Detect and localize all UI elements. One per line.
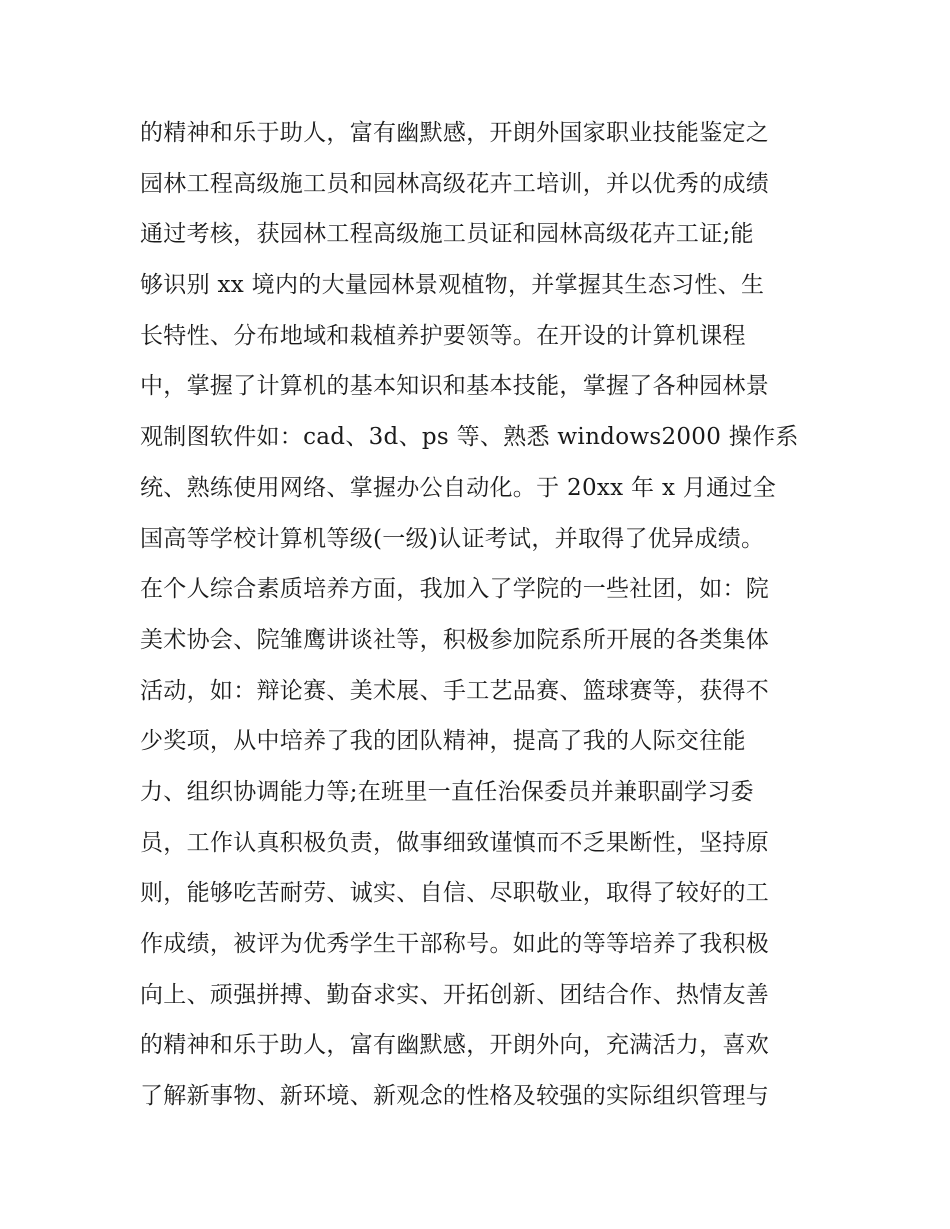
text-line-13: 少奖项，从中培养了我的团队精神，提高了我的人际交往能 bbox=[140, 728, 746, 755]
text-line-12: 活动，如：辩论赛、美术展、手工艺品赛、篮球赛等，获得不 bbox=[140, 677, 770, 704]
text-line-5: 长特性、分布地域和栽植养护要领等。在开设的计算机课程 bbox=[140, 322, 746, 349]
text-line-18: 向上、顽强拼搏、勤奋求实、开拓创新、团结合作、热情友善 bbox=[140, 981, 770, 1008]
text-line-8: 统、熟练使用网络、掌握办公自动化。于 20xx 年 x 月通过全 bbox=[140, 474, 777, 501]
text-line-7: 观制图软件如：cad、3d、ps 等、熟悉 windows2000 操作系 bbox=[140, 424, 799, 451]
text-line-11: 美术协会、院雏鹰讲谈社等，积极参加院系所开展的各类集体 bbox=[140, 626, 770, 653]
text-line-20: 了解新事物、新环境、新观念的性格及较强的实际组织管理与 bbox=[140, 1083, 770, 1110]
text-line-17: 作成绩，被评为优秀学生干部称号。如此的等等培养了我积极 bbox=[140, 931, 770, 957]
body-text bbox=[140, 108, 830, 1122]
text-line-1: 的精神和乐于助人，富有幽默感，开朗外国家职业技能鉴定之 bbox=[140, 120, 770, 146]
text-line-4: 够识别 xx 境内的大量园林景观植物，并掌握其生态习性、生 bbox=[140, 272, 765, 299]
text-line-3: 通过考核，获园林工程高级施工员证和园林高级花卉工证;能 bbox=[140, 221, 754, 248]
text-line-19: 的精神和乐于助人，富有幽默感，开朗外向，充满活力，喜欢 bbox=[140, 1032, 770, 1059]
text-line-14: 力、组织协调能力等;在班里一直任治保委员并兼职副学习委 bbox=[140, 778, 754, 805]
text-line-15: 员，工作认真积极负责，做事细致谨慎而不乏果断性，坚持原 bbox=[140, 829, 770, 856]
text-line-10: 在个人综合素质培养方面，我加入了学院的一些社团，如：院 bbox=[140, 576, 770, 603]
text-line-6: 中，掌握了计算机的基本知识和基本技能，掌握了各种园林景 bbox=[140, 373, 770, 400]
text-line-2: 园林工程高级施工员和园林高级花卉工培训，并以优秀的成绩 bbox=[140, 170, 770, 197]
text-line-16: 则，能够吃苦耐劳、诚实、自信、尽职敬业，取得了较好的工 bbox=[140, 880, 770, 907]
text-line-9: 国高等学校计算机等级(一级)认证考试，并取得了优异成绩。 bbox=[140, 525, 765, 552]
